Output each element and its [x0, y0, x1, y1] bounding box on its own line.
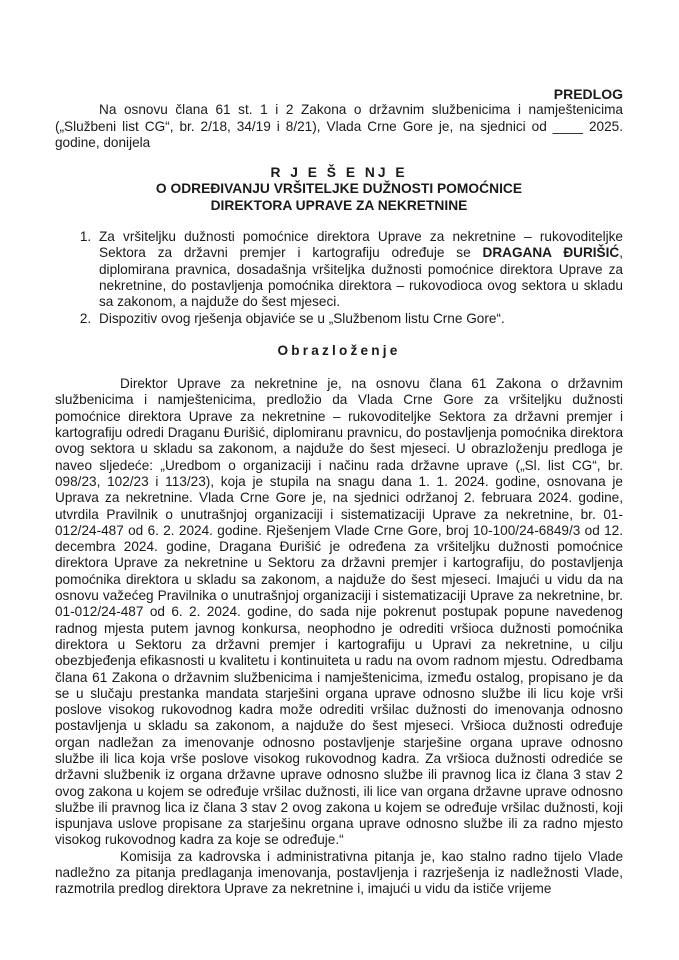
decision-heading: R J E Š E NJ E [270, 165, 408, 181]
item-text-continued: , diplomirana pravnica, dosadašnja vršiteljka dužnosti pomoćnice direktora Uprave za nekretnine, do postavljenja pomoćnika direktora – rukovodioca ovog sektora u skladu sa zakonom, a najduže do šest mjeseci. [99, 245, 623, 310]
proposal-label: PREDLOG [553, 86, 623, 102]
explanation-paragraph: Komisija za kadrovska i administrativna pitanja je, kao stalno radno tijelo Vlade nadležno za pitanja predlaganja imenovanja, postavljenja i razrješenja iz nadležnosti Vlade, razmotrila predlog direktora Uprave za nekretnine i, imajući u vidu da ističe vrijeme [55, 848, 623, 897]
item-text: Dispozitiv ovog rješenja objaviće se u „Službenom listu Crne Gore“. [99, 310, 505, 326]
explanation-paragraph: Direktor Uprave za nekretnine je, na osnovu člana 61 Zakona o državnim službenicima i namještenicima, predložio da Vlada Crne Gore za vršiteljku dužnosti pomoćnice direktora Uprave za nekretnine – rukovoditeljke Sektora za državni premjer i kartografiju odredi Draganu Đurišić, diplomiranu pravnicu, do postavljenja pomoćnika direktora ovog sektora u skladu sa zakonom, a najduže do šest mjeseci. U obrazloženju predloga je naveo sljedeće: „Uredbom o organizaciji i načinu rada državne uprave („Sl. list CG“, br. 098/23, 102/23 i 113/23), koja je stupila na snagu dana 1. 1. 2024. godine, osnovana je Uprava za nekretnine. Vlada Crne Gore je, na sjednici održanoj 2. februara 2024. godine, utvrdila Pravilnik o unutrašnjoj organizaciji i sistematizaciji Uprave za nekretnine, br. 01-012/24-487 od 6. 2. 2024. godine. Rješenjem Vlade Crne Gore, broj 10-100/24-6849/3 od 12. decembra 2024. godine, Dragana Đurišić je određena za vršiteljku dužnosti pomoćnice direktora Uprave za nekretnine u Sektoru za državni premjer i kartografiju, do postavljenja pomoćnika direktora u skladu sa zakonom, a najduže do šest mjeseci. Imajući u vidu da na osnovu važećeg Pravilnika o unutrašnjoj organizaciji i sistematizaciji Uprave za nekretnine, br. 01-012/24-487 od 6. 2. 2024. godine, do sada nije pokrenut postupak popune navedenog radnog mjesta putem javnog konkursa, neophodno je odrediti vršioca dužnosti pomoćnika direktora u Sektoru za državni premjer i kartografiju u Upravi za nekretnine, u cilju obezbjeđenja efikasnosti u kvalitetu i kontinuiteta u radu na ovom radnom mjestu. Odredbama člana 61 Zakona o državnim službenicima i namještenicima, između ostalog, propisano je da se u slučaju prestanka mandata starješini organa uprave odnosno službe ili licu koje vrši poslove visokog rukovodnog kadra može odrediti vršilac dužnosti do imenovanja odnosno postavljenja u skladu sa zakonom, a najduže do šest mjeseci. Vršioca dužnosti određuje organ nadležan za imenovanje odnosno postavljenje starješine organa uprave odnosno službe ili lica koja vrše poslove visokog rukovodnog kadra. Za vršioca dužnosti odrediće se državni službenik iz organa državne uprave odnosno službe ili pravnog lica iz člana 3 stav 2 ovog zakona u kojem se određuje vršilac dužnosti, ili lice van organa državne uprave odnosno službe ili pravnog lica iz člana 3 stav 2 ovog zakona u kojem se određuje vršilac dužnosti, koji ispunjava uslove propisane za starješinu organa uprave odnosno službe ili za radno mjesto visokog rukovodnog kadra za koje se određuje.“ [55, 376, 623, 848]
item-text: Za vršiteljku dužnosti pomoćnice direktora Uprave za nekretnine – rukovoditeljke Sektora za državni premjer i kartografiju određuje se [99, 229, 623, 261]
appointee-name: DRAGANA ĐURIŠIĆ [482, 245, 620, 261]
decision-subject-line-1: O ODREĐIVANJU VRŠITELJKE DUŽNOSTI POMOĆNICE [155, 181, 523, 197]
intro-paragraph: Na osnovu člana 61 st. 1 i 2 Zakona o državnim službenicima i namještenicima („Službeni list CG“, br. 2/18, 34/19 i 8/21), Vlada Crne Gore je, na sjednici od ____ 2025. godine, donijela [55, 102, 623, 150]
decision-subject-line-2: DIREKTORA UPRAVE ZA NEKRETNINE [210, 197, 468, 213]
decision-items [55, 229, 623, 327]
decision-item [95, 229, 623, 310]
explanation-heading: Obrazloženje [277, 342, 401, 358]
decision-item [95, 311, 623, 327]
document-page [55, 86, 623, 898]
decision-title [55, 165, 623, 214]
